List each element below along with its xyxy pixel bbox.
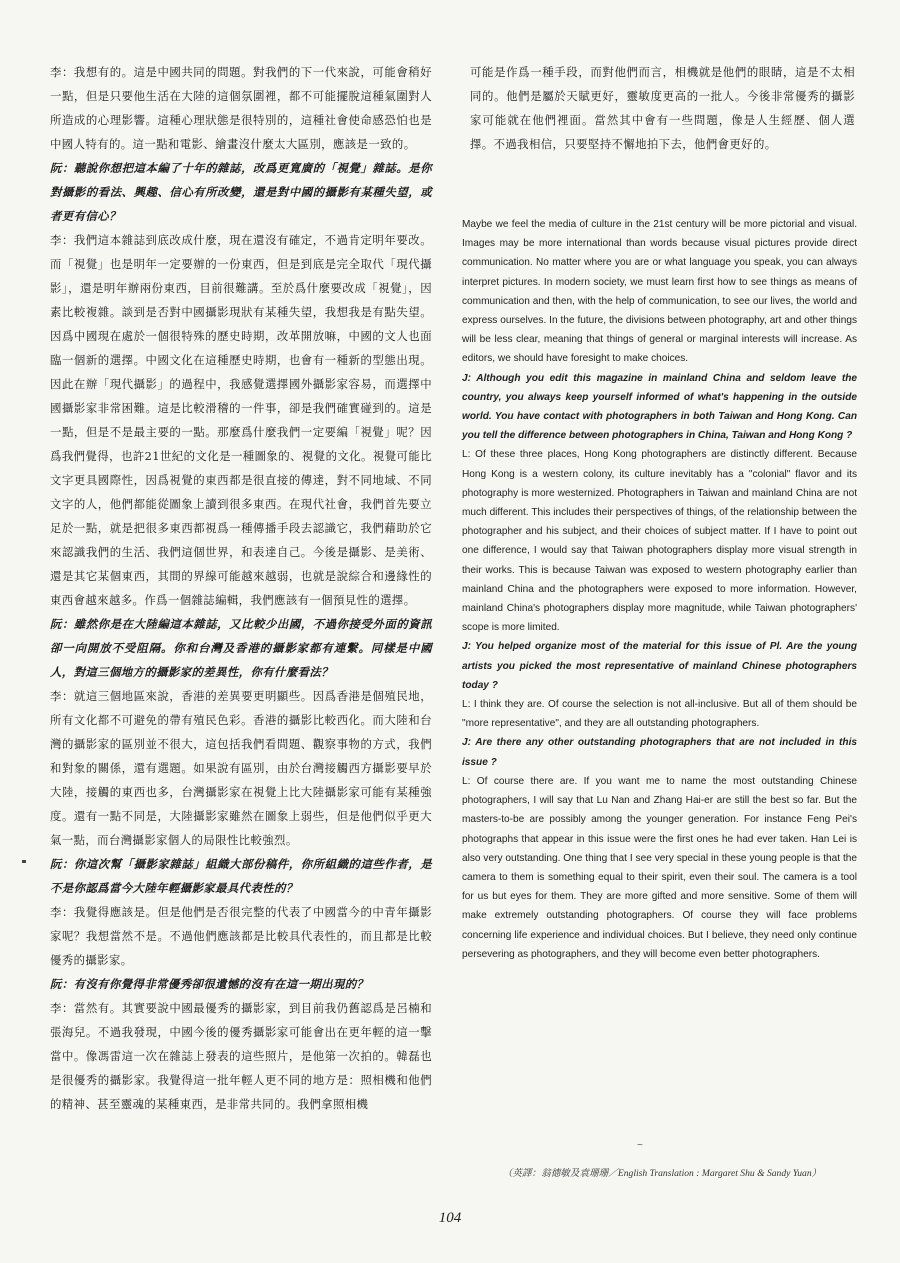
english-question-paragraph: J: Are there any other outstanding photographers that are not included in this issue ? <box>462 737 857 768</box>
english-answer-paragraph: L: I think they are. Of course the selection is not all-inclusive. But all of them should be "more representative", and they are all outstanding photographers. <box>462 699 857 730</box>
chinese-answer-paragraph: 李：我覺得應該是。但是他們是否很完整的代表了中國當今的中青年攝影家呢？我想當然不是。不過他們應該都是比較具代表性的，而且都是比較優秀的攝影家。 <box>50 905 432 967</box>
english-answer-paragraph: L: Of these three places, Hong Kong photographers are distinctly different. Because Hong Kong is a western colony, its culture inevitably has a "colonial" flavor and its photography is more westernized. Photographers in Taiwan and mainland China are not much different. This includes their perspectives of things, of the relationship between the photographer and his subject, and their choices of subject matter. If I have to point out one difference, I would say that Taiwan photographers display more visual strength in their works. This is because Taiwan was exposed to western photography earlier than mainland China and the photographers were exposed to more information. However, mainland China's photographers display more magnitude, while Taiwan photographers' scope is more limited. <box>462 449 857 634</box>
chinese-answer-continuation: 可能是作爲一種手段，而對他們而言，相機就是他們的眼睛，這是不太相同的。他們是屬於天賦更好，靈敏度更高的一批人。今後非常優秀的攝影家可能就在他們裡面。當然其中會有一些問題，像是人生經歷、個人選擇。不過我相信，只要堅持不懈地拍下去，他們會更好的。 <box>470 65 855 151</box>
chinese-answer-paragraph: 李：我們這本雜誌到底改成什麼，現在還沒有確定，不過肯定明年要改。而「視覺」也是明年一定要辦的一份東西，但是到底是完全取代「現代攝影」，還是明年辦兩份東西，目前很難講。至於爲什麼要改成「視覺」，因素比較複雜。談到是否對中國攝影現狀有某種失望，我想我是有點失望。因爲中國現在處於一個很特殊的歷史時期，改革開放嘛，中國的文人也面臨一個新的選擇。中國文化在這種歷史時期，也會有一種新的型態出現。因此在辦「現代攝影」的過程中，我感覺選擇國外攝影家容易，而選擇中國攝影家非常困難。這是比較滑稽的一件事，卻是我們確實碰到的。這是一點，但是不是最主要的一點。那麼爲什麼我們一定要編「視覺」呢？因爲我們覺得，也許21世紀的文化是一種圖象的、視覺的文化。視覺可能比文字更具國際性，因爲視覺的東西都是很直接的傳達，對不同地域、不同文字的人，他們都能從圖象上讀到很多東西。在現代社會，我們首先要立足於一點，就是把很多東西都視爲一種傳播手段去認識它，我們藉助於它來認識我們的生活、我們這個世界，和表達自己。今後是攝影、是美術、還是其它某個東西，其間的界線可能越來越弱，也就是說綜合和邊緣性的東西會越來越多。作爲一個雜誌編輯，我們應該有一個預見性的選擇。 <box>50 233 432 607</box>
english-answer-paragraph: Maybe we feel the media of culture in the 21st century will be more pictorial and visual. Images may be more international than words because visual pictures provide direct communication. No matter where you are or what language you speak, you can always interpret pictures. In modern society, we must learn first how to see things as means of communication and then, with the help of communication, to see our lives, the world and express ourselves. In the future, the divisions between photography, art and other things will be less clear, meaning that things of general or marginal interests will increase. As editors, we should have foresight to make choices. <box>462 219 857 365</box>
english-answer-paragraph: L: Of course there are. If you want me to name the most outstanding Chinese photographers, I will say that Lu Nan and Zhang Hai-er are still the best so far. But the masters-to-be are possibly among the younger generation. For instance Feng Pei's photographs that appear in this issue were the first ones he had ever taken. Han Lei is also very outstanding. One thing that I see very special in these young people is that the camera to them is something equal to their spirit, even their soul. The camera is a tool for us but eyes for them. They are more gifted and more sensitive. Some of them will make extremely outstanding photographers. Of course they will face problems concerning life experience and individual choices. But I believe, they need only continue persevering as photographers, and they will become even better photographers. <box>462 775 857 960</box>
chinese-answer-paragraph: 李：我想有的。這是中國共同的問題。對我們的下一代來說，可能會稍好一點，但是只要他生活在大陸的這個氛圍裡，都不可能擺脫這種氣圍對人所造成的心理影響。這種心理狀態是很特別的，這種社會使命感恐怕也是中國人特有的。這一點和電影、繪畫沒什麼太大區別，應該是一致的。 <box>50 65 432 151</box>
chinese-answer-paragraph: 李：當然有。其實要說中國最優秀的攝影家，到目前我仍舊認爲是呂楠和張海兒。不過我發現，中國今後的優秀攝影家可能會出在更年輕的這一擊當中。像馮雷這一次在雜誌上發表的這些照片，是他第一次拍的。韓磊也是很優秀的攝影家。我覺得這一批年輕人更不同的地方是：照相機和他們的精神、甚至靈魂的某種東西，是非常共同的。我們拿照相機 <box>50 1001 432 1111</box>
chinese-question-paragraph: 阮：聽說你想把這本編了十年的雜誌，改爲更寬廣的「視覺」雜誌。是你對攝影的看法、興趣、信心有所改變，還是對中國的攝影有某種失望，或者更有信心？ <box>50 161 432 223</box>
chinese-interview-column-left <box>50 60 432 1116</box>
chinese-answer-paragraph: 李：就這三個地區來說，香港的差異要更明顯些。因爲香港是個殖民地，所有文化都不可避免的帶有殖民色彩。香港的攝影比較西化。而大陸和台灣的攝影家的區別並不很大，這包括我們看問題、觀察事物的方式，我們和對象的關係，還有選題。如果說有區別，由於台灣接觸西方攝影要早於大陸，接觸的東西也多，台灣攝影家在視覺上比大陸攝影家可能有某種強度。還有一點不同是，大陸攝影家雖然在圖象上弱些，但是他們似乎更大氣一點，而台灣攝影家個人的局限性比較強烈。 <box>50 689 432 847</box>
margin-dot <box>22 860 26 863</box>
chinese-question-paragraph: 阮：雖然你是在大陸編這本雜誌，又比較少出國，不過你接受外面的資訊卻一向開放不受阻隔。你和台灣及香港的攝影家都有連繫。同樣是中國人，對這三個地方的攝影家的差異性，你有什麼看法？ <box>50 617 432 679</box>
english-question-paragraph: J: You helped organize most of the material for this issue of Pl. Are the young artists you picked the most representative of mainland Chinese photographers today ? <box>462 641 857 691</box>
chinese-question-paragraph: 阮：有沒有你覺得非常優秀卻很遺憾的沒有在這一期出現的？ <box>50 977 369 991</box>
chinese-question-paragraph: 阮：你這次幫「攝影家雜誌」組織大部份稿件，你所組織的這些作者，是不是你認爲當今大陸年輕攝影家最具代表性的？ <box>50 857 432 895</box>
english-question-paragraph: J: Although you edit this magazine in mainland China and seldom leave the country, you always keep yourself informed of what's happening in the outside world. You have contact with photographers in both Taiwan and Hong Kong. Can you tell the difference between photographers in China, Taiwan and Hong Kong ? <box>462 372 857 442</box>
section-end-mark: ~ <box>637 1140 643 1151</box>
english-translation-column <box>462 215 857 964</box>
chinese-interview-column-right <box>470 60 855 156</box>
page-number: 104 <box>438 1210 462 1226</box>
translation-credit: （英譯：翁德敏及袁珊珊／English Translation : Margaret Shu & Sandy Yuan） <box>502 1168 822 1179</box>
